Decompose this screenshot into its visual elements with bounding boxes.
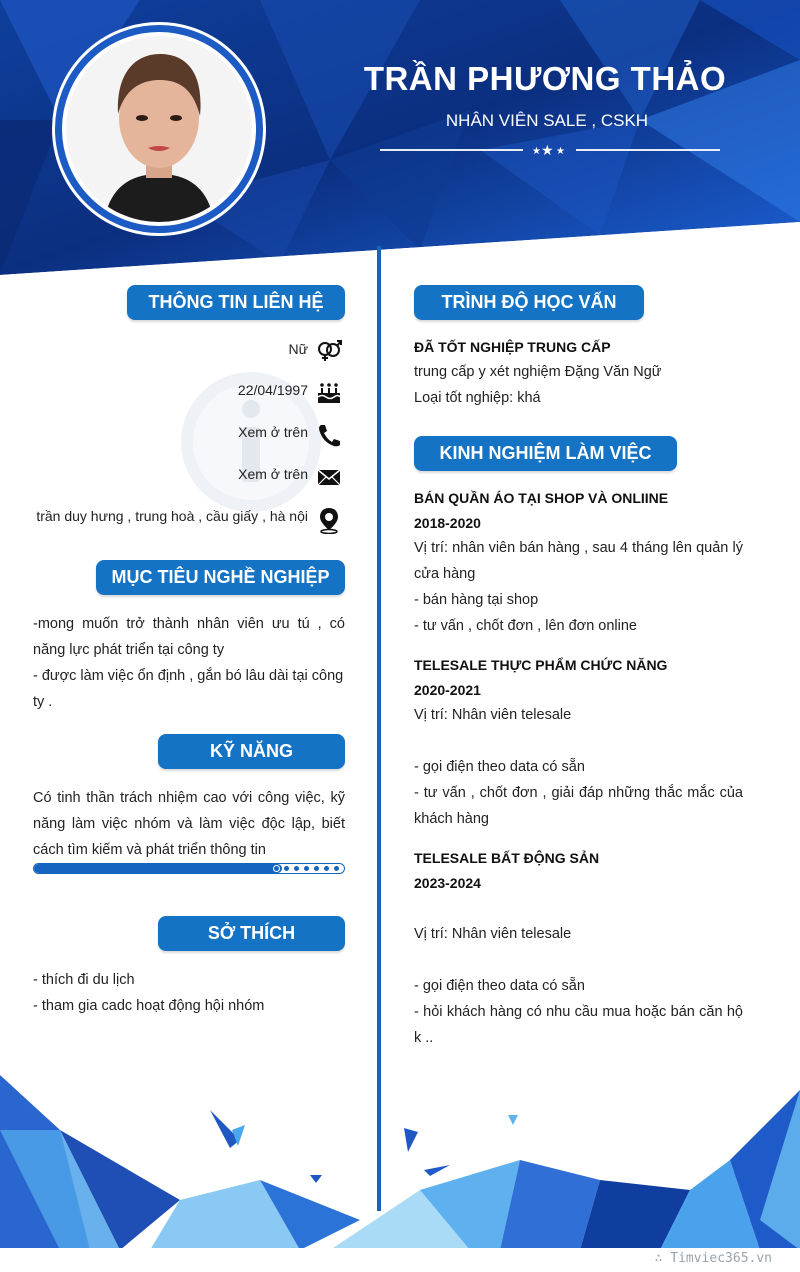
brand-watermark: ∴ Timviec365.vn xyxy=(654,1251,772,1266)
experience-heading: KINH NGHIỆM LÀM VIỆC xyxy=(414,436,677,471)
svg-text:★: ★ xyxy=(532,146,541,157)
job-1-task-2: - tư vấn , chốt đơn , lên đơn online xyxy=(414,618,637,634)
contact-birthday: 22/04/1997 xyxy=(237,382,308,398)
svg-text:★: ★ xyxy=(541,143,554,159)
title-divider xyxy=(380,140,720,160)
skill-level-bar xyxy=(33,863,345,874)
job-2-task-1: - gọi điện theo data có sẵn xyxy=(414,759,585,775)
job-1-company: BÁN QUẦN ÁO TẠI SHOP VÀ ONLIINE xyxy=(414,490,669,506)
location-pin-icon xyxy=(316,506,342,534)
job-2-task-2: - tư vấn , chốt đơn , giải đáp những thắc mắc của khách hàng xyxy=(414,785,743,827)
skill-level-fill xyxy=(34,864,282,873)
center-timeline xyxy=(377,246,381,1211)
job-3-task-2: - hỏi khách hàng có nhu cầu mua hoặc bán căn hộ k .. xyxy=(414,1004,743,1046)
avatar-photo xyxy=(62,32,256,226)
job-1-period: 2018-2020 xyxy=(414,515,481,531)
job-3-period: 2023-2024 xyxy=(414,875,481,891)
education-school: trung cấp y xét nghiệm Đặng Văn Ngữ xyxy=(414,364,662,380)
contact-address: trần duy hưng , trung hoà , cầu giấy , hà nội xyxy=(36,508,308,524)
job-2-position: Vị trí: Nhân viên telesale xyxy=(414,707,572,723)
education-grade: Loại tốt nghiệp: khá xyxy=(414,390,541,406)
gender-icon xyxy=(316,339,342,363)
svg-text:★: ★ xyxy=(556,146,565,157)
job-title: NHÂN VIÊN SALE , CSKH xyxy=(445,111,649,130)
job-3-task-1: - gọi điện theo data có sẵn xyxy=(414,978,585,994)
job-2-company: TELESALE THỰC PHẨM CHỨC NĂNG xyxy=(414,657,668,673)
hobbies-heading: SỞ THÍCH xyxy=(158,916,345,951)
contact-email: Xem ở trên xyxy=(238,466,308,482)
education-degree: ĐÃ TỐT NGHIỆP TRUNG CẤP xyxy=(414,339,611,355)
objective-line-1: -mong muốn trở thành nhân viên ưu tú , có năng lực phát triển tại công ty xyxy=(33,616,345,658)
footer-background xyxy=(0,1070,800,1250)
contact-gender: Nữ xyxy=(288,341,308,357)
contact-phone: Xem ở trên xyxy=(238,424,308,440)
candidate-name: TRẦN PHƯƠNG THẢO xyxy=(363,60,727,97)
contact-heading: THÔNG TIN LIÊN HỆ xyxy=(127,285,345,320)
brand-text: Timviec365.vn xyxy=(670,1251,772,1266)
skill-level-dots xyxy=(273,865,340,872)
mail-icon xyxy=(316,465,342,489)
education-heading: TRÌNH ĐỘ HỌC VẤN xyxy=(414,285,644,320)
hobby-item-1: - thích đi du lịch xyxy=(33,972,135,988)
objective-heading: MỤC TIÊU NGHỀ NGHIỆP xyxy=(96,560,345,595)
skills-heading: KỸ NĂNG xyxy=(158,734,345,769)
objective-line-2: - được làm việc ổn định , gắn bó lâu dài tại công ty . xyxy=(33,668,344,710)
job-3-position: Vị trí: Nhân viên telesale xyxy=(414,926,572,942)
job-1-position: Vị trí: nhân viên bán hàng , sau 4 tháng lên quản lý cửa hàng xyxy=(414,540,743,582)
job-3-company: TELESALE BẤT ĐỘNG SẢN xyxy=(414,850,600,866)
skills-text: Có tinh thần trách nhiệm cao với công việc, kỹ năng làm việc nhóm và làm việc độc lập, biết cách tìm kiếm và phát triển thông tin xyxy=(33,790,345,858)
phone-icon xyxy=(316,423,342,447)
hobby-item-2: - tham gia cadc hoạt động hội nhóm xyxy=(33,998,265,1014)
job-1-task-1: - bán hàng tại shop xyxy=(414,592,539,608)
job-2-period: 2020-2021 xyxy=(414,682,481,698)
birthday-cake-icon xyxy=(316,381,342,405)
